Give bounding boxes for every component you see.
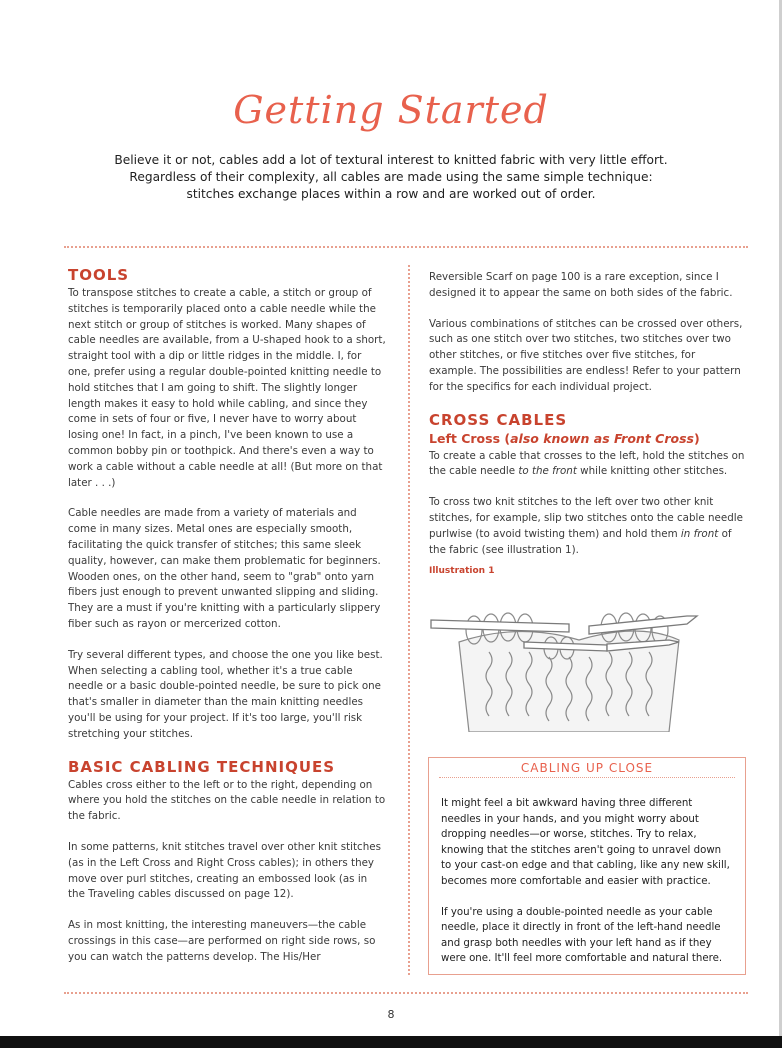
intro-text <box>100 152 682 203</box>
tools-paragraph-3: Try several different types, and choose the one you like best. When selecting a cabling tool, whether it's a true cable needle or a basic double-pointed needle, be sure to pick one that's smaller in diameter than the main knitting needles you'll be using for your project. If it's too large, you'll risk stretching your stitches. <box>68 648 383 740</box>
cabling-up-close-box <box>428 757 746 975</box>
page-title: Getting Started <box>233 88 549 132</box>
right-paragraph-2: Various combinations of stitches can be crossed over others, such as one stitch over two stitches, two stitches over two other stitches, or five stitches over five stitches, for example. The possibilities are endless! Refer to your pattern for the specifics for each individual project. <box>429 317 743 393</box>
column-divider <box>408 265 410 975</box>
page-edge-bottom <box>0 1036 782 1048</box>
basic-heading: BASIC CABLING TECHNIQUES <box>68 757 336 776</box>
tools-heading: TOOLS <box>68 266 130 284</box>
right-column <box>429 270 745 732</box>
box-body <box>429 778 745 967</box>
cross-heading: CROSS CABLES <box>429 410 568 429</box>
basic-paragraph-2: In some patterns, knit stitches travel over other knit stitches (as in the Left Cross and Right Cross cables); in others they move over purl stitches, creating an embossed look (as in the Traveling cables discussed on page 12). <box>68 840 381 901</box>
tools-paragraph-2: Cable needles are made from a variety of materials and come in many sizes. Metal ones are especially smooth, facilitating the quick transfer of stitches; this same sleek quality, however, can make them problematic for beginners. Wooden ones, on the other hand, seem to "grab" onto yarn fibers just enough to prevent unwanted slipping and sliding. They are a must if you're knitting with a particularly slippery fiber such as rayon or mercerized cotton. <box>68 507 381 630</box>
box-title: CABLING UP CLOSE <box>520 761 654 775</box>
box-paragraph-1: It might feel a bit awkward having three different needles in your hands, and you might worry about dropping needles—or worse, stitches. Try to relax, knowing that the stitches aren't going to unravel down to your cast-on edge and that cabling, like any new skill, becomes more comfortable and easier with practice. <box>441 798 730 887</box>
illustration-label: Illustration 1 <box>429 566 495 577</box>
box-paragraph-2: If you're using a double-pointed needle as your cable needle, place it directly in front of the left-hand needle and grasp both needles with your left hand as if they were one. It'll feel more comfortable and natural there. <box>441 906 723 965</box>
cable-knitting-illustration <box>429 582 699 732</box>
cross-paragraph-2: To cross two knit stitches to the left over two other knit stitches, for example, slip two stitches onto the cable needle purlwise (to avoid twisting them) and hold them in front of the fabric (see illustration 1). <box>429 496 743 556</box>
left-column <box>68 266 386 980</box>
intro-line-1: Believe it or not, cables add a lot of textural interest to knitted fabric with very little effort. <box>114 153 668 167</box>
intro-line-3: stitches exchange places within a row and are worked out of order. <box>186 187 596 201</box>
bottom-divider <box>64 992 748 994</box>
basic-paragraph-1: Cables cross either to the left or to the right, depending on where you hold the stitches on the cable needle in relation to the fabric. <box>68 778 386 823</box>
cross-subheading: Left Cross (also known as Front Cross) <box>429 430 700 446</box>
cross-paragraph-1: To create a cable that crosses to the left, hold the stitches on the cable needle to the front while knitting other stitches. <box>429 449 745 478</box>
tools-paragraph-1: To transpose stitches to create a cable, a stitch or group of stitches is temporarily placed onto a cable needle while the next stitch or group of stitches is worked. Many shapes of cable needles are available, from a U-shaped hook to a short, straight tool with a dip or little ridges in the middle. I, for one, prefer using a regular double-pointed knitting needle to hold stitches that I am going to shift. The slightly longer length makes it easy to hold while cabling, and since they come in sets of four or five, I never have to worry about losing one! In fact, in a pinch, I've been known to use a common bobby pin or toothpick. And there's even a way to work a cable without a cable needle at all! (But more on that later . . .) <box>68 287 386 489</box>
top-divider <box>64 246 748 248</box>
intro-line-2: Regardless of their complexity, all cables are made using the same simple technique: <box>129 170 653 184</box>
page-number: 8 <box>387 1008 395 1021</box>
right-paragraph-1: Reversible Scarf on page 100 is a rare exception, since I designed it to appear the same on both sides of the fabric. <box>429 271 733 299</box>
basic-paragraph-3: As in most knitting, the interesting maneuvers—the cable crossings in this case—are performed on right side rows, so you can watch the patterns develop. The His/Her <box>68 919 376 963</box>
